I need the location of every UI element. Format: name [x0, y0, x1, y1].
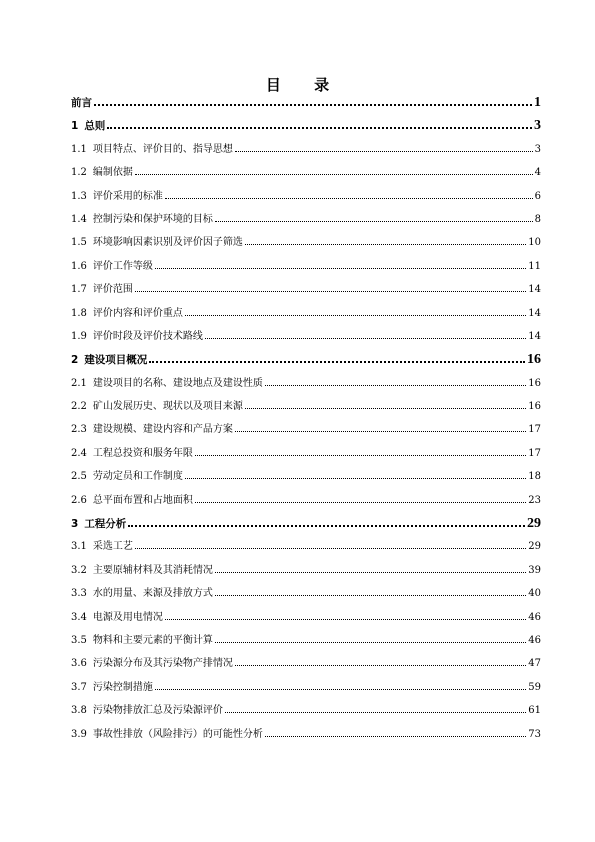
toc-page-number: 16: [527, 352, 541, 368]
toc-entry-number: 1.5: [71, 237, 87, 249]
toc-section-entry[interactable]: [71, 190, 541, 213]
toc-page-number: 17: [528, 424, 541, 436]
toc-section-entry[interactable]: [71, 307, 541, 330]
toc-entry-number: 2.1: [71, 377, 87, 389]
toc-dot-leader: [265, 728, 526, 737]
toc-dot-leader: [235, 143, 533, 152]
toc-entry-number: 1.4: [71, 213, 87, 225]
toc-page-number: 14: [528, 284, 541, 296]
toc-entry-title: 事故性排放（风险排污）的可能性分析: [92, 728, 263, 740]
toc-entry-number: 2.2: [71, 401, 87, 413]
toc-entry-title: 物料和主要元素的平衡计算: [92, 634, 213, 646]
toc-page-number: 8: [534, 213, 541, 225]
toc-section-entry[interactable]: [71, 540, 541, 563]
toc-entry-title: 电源及用电情况: [92, 611, 163, 623]
toc-dot-leader: [94, 96, 532, 106]
toc-entry-title: 评价时段及评价技术路线: [92, 330, 203, 342]
toc-dot-leader: [149, 353, 525, 363]
toc-entry-title: 采选工艺: [92, 541, 133, 553]
toc-page-number: 1: [534, 95, 541, 110]
toc-entry-title: 控制污染和保护环境的目标: [92, 213, 213, 225]
toc-page-number: 14: [528, 307, 541, 319]
toc-section-entry[interactable]: [71, 330, 541, 353]
toc-page-number: 11: [528, 260, 541, 272]
toc-chapter-entry[interactable]: [71, 96, 541, 119]
toc-page-number: 17: [528, 447, 541, 459]
toc-page-number: 29: [527, 516, 541, 532]
toc-section-entry[interactable]: [71, 236, 541, 259]
toc-entry-title: 编制依据: [92, 167, 133, 179]
toc-page-number: 40: [528, 588, 541, 600]
toc-entry-title: 污染控制措施: [92, 681, 153, 693]
toc-entry-number: 1.7: [71, 284, 87, 296]
toc-entry-title: 建设项目的名称、建设地点及建设性质: [92, 377, 263, 389]
toc-page-number: 59: [528, 681, 541, 693]
toc-entry-number: 2.3: [71, 424, 87, 436]
toc-dot-leader: [215, 634, 526, 643]
toc-entry-title: 污染源分布及其污染物产排情况: [92, 658, 233, 670]
toc-dot-leader: [128, 517, 525, 527]
toc-section-entry[interactable]: [71, 611, 541, 634]
toc-entry-number: 3.5: [71, 634, 87, 646]
toc-entry-number: 3.4: [71, 611, 87, 623]
toc-entry-number: 3.3: [71, 588, 87, 600]
toc-dot-leader: [215, 587, 526, 596]
toc-entry-number: 3.8: [71, 705, 87, 717]
toc-page-number: 18: [528, 471, 541, 483]
toc-entry-title: 工程总投资和服务年限: [92, 447, 193, 459]
toc-section-entry[interactable]: [71, 377, 541, 400]
toc-page-number: 14: [528, 330, 541, 342]
toc-entry-title: 污染物排放汇总及污染源评价: [92, 705, 223, 717]
toc-page-number: 46: [528, 634, 541, 646]
toc-entry-title: 总则: [84, 120, 106, 133]
toc-section-entry[interactable]: [71, 143, 541, 166]
toc-entry-number: 1.3: [71, 190, 87, 202]
toc-section-entry[interactable]: [71, 564, 541, 587]
toc-entry-number: 1.8: [71, 307, 87, 319]
toc-section-entry[interactable]: [71, 283, 541, 306]
toc-section-entry[interactable]: [71, 657, 541, 680]
toc-page-number: 10: [528, 237, 541, 249]
toc-section-entry[interactable]: [71, 494, 541, 517]
toc-entry-number: 3: [71, 518, 79, 531]
toc-dot-leader: [215, 213, 533, 222]
toc-section-entry[interactable]: [71, 634, 541, 657]
toc-page-number: 39: [528, 564, 541, 576]
toc-section-entry[interactable]: [71, 213, 541, 236]
toc-entry-title: 评价采用的标准: [92, 190, 163, 202]
toc-entry-title: 主要原辅材料及其消耗情况: [92, 564, 213, 576]
toc-dot-leader: [225, 704, 526, 713]
toc-list: [71, 96, 541, 751]
toc-page-number: 47: [528, 658, 541, 670]
toc-entry-number: 3.6: [71, 658, 87, 670]
toc-entry-number: 2: [71, 354, 79, 367]
toc-section-entry[interactable]: [71, 447, 541, 470]
toc-chapter-entry[interactable]: [71, 353, 541, 376]
toc-entry-title: 建设项目概况: [84, 354, 148, 367]
toc-entry-number: 3.7: [71, 681, 87, 693]
toc-entry-number: 1.1: [71, 143, 87, 155]
toc-dot-leader: [165, 611, 526, 620]
toc-dot-leader: [195, 494, 526, 503]
toc-entry-number: 2.4: [71, 447, 87, 459]
toc-entry-number: 1.6: [71, 260, 87, 272]
toc-entry-number: 1: [71, 120, 79, 133]
toc-entry-number: 3.9: [71, 728, 87, 740]
toc-entry-title: 评价内容和评价重点: [92, 307, 183, 319]
toc-entry-title: 环境影响因素识别及评价因子筛选: [92, 237, 243, 249]
toc-page-number: 3: [534, 143, 541, 155]
toc-page-number: 29: [528, 541, 541, 553]
toc-entry-number: 2.5: [71, 471, 87, 483]
toc-dot-leader: [195, 447, 526, 456]
toc-entry-title: 劳动定员和工作制度: [92, 471, 183, 483]
toc-entry-title: 矿山发展历史、现状以及项目来源: [92, 401, 243, 413]
toc-section-entry[interactable]: [71, 400, 541, 423]
toc-entry-title: 项目特点、评价目的、指导思想: [92, 143, 233, 155]
toc-dot-leader: [135, 540, 526, 549]
toc-dot-leader: [155, 681, 526, 690]
toc-dot-leader: [185, 470, 526, 479]
toc-entry-number: 3.1: [71, 541, 87, 553]
toc-dot-leader: [107, 119, 532, 129]
toc-section-entry[interactable]: [71, 423, 541, 446]
toc-dot-leader: [135, 283, 526, 292]
toc-page-number: 6: [534, 190, 541, 202]
toc-section-entry[interactable]: [71, 681, 541, 704]
toc-dot-leader: [215, 564, 526, 573]
toc-page-number: 16: [528, 377, 541, 389]
toc-section-entry[interactable]: [71, 166, 541, 189]
toc-entry-title: 评价工作等级: [92, 260, 153, 272]
toc-chapter-entry[interactable]: [71, 517, 541, 540]
toc-page-number: 23: [528, 494, 541, 506]
toc-entry-title: 前言: [71, 97, 92, 109]
toc-dot-leader: [235, 423, 526, 432]
toc-dot-leader: [155, 260, 526, 269]
toc-dot-leader: [235, 657, 526, 666]
toc-title: 目 录: [265, 76, 344, 94]
toc-entry-number: 3.2: [71, 564, 87, 576]
toc-section-entry[interactable]: [71, 587, 541, 610]
toc-page-number: 16: [528, 401, 541, 413]
toc-entry-title: 评价范围: [92, 284, 133, 296]
toc-page-number: 46: [528, 611, 541, 623]
toc-page-number: 3: [534, 118, 541, 134]
toc-dot-leader: [205, 330, 526, 339]
toc-page-number: 61: [528, 705, 541, 717]
toc-section-entry[interactable]: [71, 470, 541, 493]
toc-entry-title: 工程分析: [84, 518, 127, 531]
toc-entry-number: 1.9: [71, 330, 87, 342]
toc-dot-leader: [245, 400, 526, 409]
toc-chapter-entry[interactable]: [71, 119, 541, 142]
toc-entry-title: 建设规模、建设内容和产品方案: [92, 424, 233, 436]
toc-entry-number: 1.2: [71, 167, 87, 179]
toc-dot-leader: [165, 190, 533, 199]
toc-section-entry[interactable]: [71, 728, 541, 751]
toc-section-entry[interactable]: [71, 704, 541, 727]
toc-entry-title: 总平面布置和占地面积: [92, 494, 193, 506]
toc-dot-leader: [245, 236, 526, 245]
toc-dot-leader: [185, 307, 526, 316]
toc-section-entry[interactable]: [71, 260, 541, 283]
toc-entry-title: 水的用量、来源及排放方式: [92, 588, 213, 600]
toc-page-number: 73: [528, 728, 541, 740]
toc-dot-leader: [135, 166, 533, 175]
toc-dot-leader: [265, 377, 526, 386]
toc-entry-number: 2.6: [71, 494, 87, 506]
toc-page-number: 4: [534, 167, 541, 179]
